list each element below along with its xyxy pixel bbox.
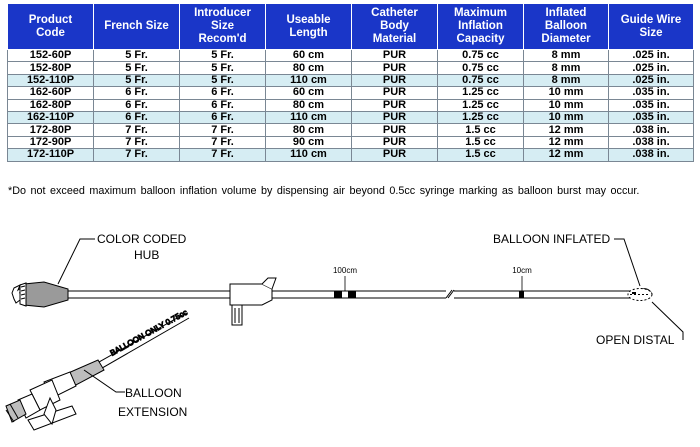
color-coded-label: COLOR CODED	[97, 232, 187, 246]
marker-10cm-label: 10cm	[512, 266, 532, 275]
table-cell: .038 in.	[609, 136, 694, 148]
table-cell: 6 Fr.	[94, 87, 180, 99]
table-cell: 110 cm	[266, 74, 352, 86]
table-row	[8, 62, 694, 74]
table-cell: 5 Fr.	[94, 74, 180, 86]
table-cell: 110 cm	[266, 149, 352, 161]
table-cell: 7 Fr.	[180, 124, 266, 136]
table-cell: 162-110P	[8, 111, 94, 123]
table-cell: PUR	[352, 74, 438, 86]
table-cell: PUR	[352, 99, 438, 111]
table-row	[8, 124, 694, 136]
table-cell: 60 cm	[266, 50, 352, 62]
table-cell: 7 Fr.	[94, 136, 180, 148]
table-cell: 7 Fr.	[94, 149, 180, 161]
table-cell: .025 in.	[609, 74, 694, 86]
table-cell: 6 Fr.	[94, 111, 180, 123]
column-header: Maximum Inflation Capacity	[438, 4, 524, 50]
table-row	[8, 74, 694, 86]
table-cell: 162-80P	[8, 99, 94, 111]
table-cell: 1.5 cc	[438, 136, 524, 148]
table-cell: 5 Fr.	[180, 74, 266, 86]
table-row	[8, 136, 694, 148]
table-cell: PUR	[352, 136, 438, 148]
table-cell: PUR	[352, 62, 438, 74]
table-cell: 172-110P	[8, 149, 94, 161]
table-row	[8, 50, 694, 62]
table-cell: 5 Fr.	[94, 50, 180, 62]
table-cell: .035 in.	[609, 99, 694, 111]
extension-print: BALLOON ONLY 0.75cc	[108, 307, 189, 358]
table-cell: 1.25 cc	[438, 111, 524, 123]
table-cell: 5 Fr.	[94, 62, 180, 74]
table-cell: 80 cm	[266, 99, 352, 111]
table-cell: 152-60P	[8, 50, 94, 62]
table-cell: 0.75 cc	[438, 74, 524, 86]
table-cell: 10 mm	[524, 87, 609, 99]
table-cell: 12 mm	[524, 124, 609, 136]
table-cell: 6 Fr.	[180, 111, 266, 123]
table-cell: 12 mm	[524, 149, 609, 161]
table-cell: 1.25 cc	[438, 87, 524, 99]
table-cell: 8 mm	[524, 74, 609, 86]
table-cell: 7 Fr.	[94, 124, 180, 136]
column-header: Useable Length	[266, 4, 352, 50]
column-header: Catheter Body Material	[352, 4, 438, 50]
table-cell: 110 cm	[266, 111, 352, 123]
table-cell: 8 mm	[524, 50, 609, 62]
spec-table-body	[8, 50, 694, 162]
balloon-label: BALLOON	[125, 386, 182, 400]
table-cell: 5 Fr.	[180, 62, 266, 74]
table-cell: PUR	[352, 50, 438, 62]
table-cell: 172-90P	[8, 136, 94, 148]
color-coded-hub	[12, 282, 68, 307]
table-row	[8, 99, 694, 111]
table-cell: 6 Fr.	[180, 99, 266, 111]
table-cell: PUR	[352, 87, 438, 99]
footnote: *Do not exceed maximum balloon inflation volume by dispensing air beyond 0.5cc syringe marking as balloon burst may occur.	[8, 185, 640, 197]
table-row	[8, 111, 694, 123]
table-cell: 10 mm	[524, 99, 609, 111]
table-cell: 7 Fr.	[180, 149, 266, 161]
column-header: French Size	[94, 4, 180, 50]
table-cell: 12 mm	[524, 136, 609, 148]
table-cell: .035 in.	[609, 111, 694, 123]
table-row	[8, 149, 694, 161]
table-cell: 152-80P	[8, 62, 94, 74]
catheter-diagram	[0, 210, 700, 447]
table-cell: .038 in.	[609, 149, 694, 161]
depth-markings	[333, 266, 532, 298]
table-cell: 1.5 cc	[438, 124, 524, 136]
hub-label: HUB	[134, 248, 160, 262]
table-cell: PUR	[352, 111, 438, 123]
table-cell: 5 Fr.	[180, 50, 266, 62]
table-cell: 7 Fr.	[180, 136, 266, 148]
table-cell: 80 cm	[266, 62, 352, 74]
table-cell: 10 mm	[524, 111, 609, 123]
table-cell: 0.75 cc	[438, 50, 524, 62]
table-cell: 1.25 cc	[438, 99, 524, 111]
table-cell: 80 cm	[266, 124, 352, 136]
inflated-balloon-tip	[622, 289, 652, 301]
table-cell: 1.5 cc	[438, 149, 524, 161]
column-header: Inflated Balloon Diameter	[524, 4, 609, 50]
shaft-clip	[230, 278, 276, 325]
table-cell: PUR	[352, 149, 438, 161]
table-cell: .038 in.	[609, 124, 694, 136]
table-cell: 60 cm	[266, 87, 352, 99]
spec-table	[7, 3, 694, 162]
table-cell: 90 cm	[266, 136, 352, 148]
table-cell: .025 in.	[609, 50, 694, 62]
table-cell: 172-80P	[8, 124, 94, 136]
table-cell: 162-60P	[8, 87, 94, 99]
table-row	[8, 87, 694, 99]
open-distal-label: OPEN DISTAL	[596, 333, 675, 347]
balloon-inflated-label: BALLOON INFLATED	[493, 232, 611, 246]
extension-label: EXTENSION	[118, 405, 188, 419]
table-cell: 0.75 cc	[438, 62, 524, 74]
table-cell: .025 in.	[609, 62, 694, 74]
column-header: Introducer Size Recom'd	[180, 4, 266, 50]
marker-100cm-label: 100cm	[332, 266, 358, 275]
table-cell: 6 Fr.	[180, 87, 266, 99]
spec-table-header	[8, 4, 694, 50]
column-header: Guide Wire Size	[609, 4, 694, 50]
table-cell: PUR	[352, 124, 438, 136]
table-cell: 152-110P	[8, 74, 94, 86]
header-row	[8, 4, 694, 50]
table-cell: 6 Fr.	[94, 99, 180, 111]
table-cell: 8 mm	[524, 62, 609, 74]
column-header: Product Code	[8, 4, 94, 50]
table-cell: .035 in.	[609, 87, 694, 99]
